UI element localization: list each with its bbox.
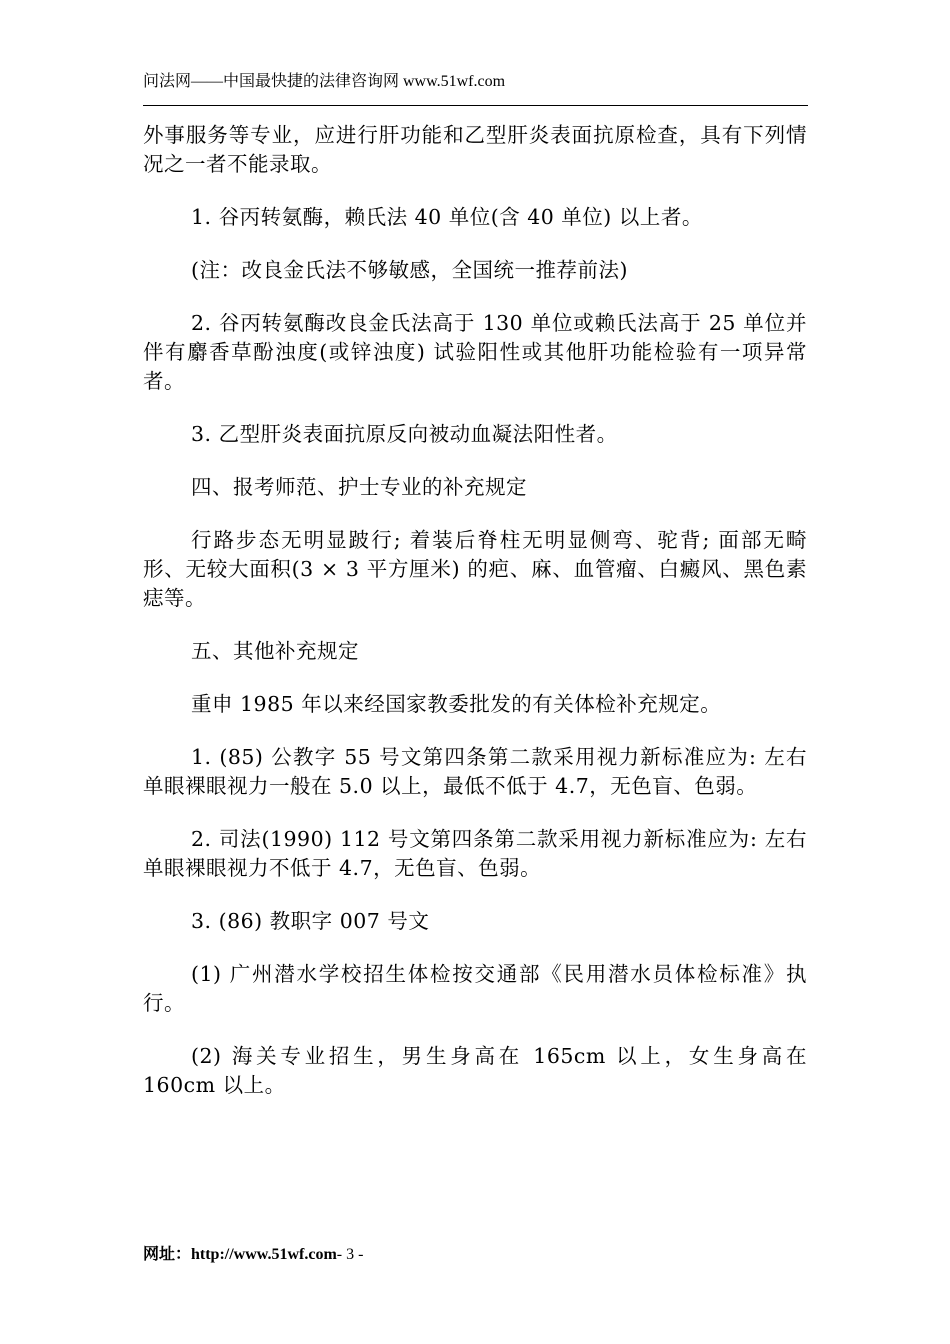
page-header bbox=[143, 70, 807, 94]
paragraph: 外事服务等专业，应进行肝功能和乙型肝炎表面抗原检查，具有下列情况之一者不能录取。 bbox=[143, 123, 807, 176]
section-heading: 四、报考师范、护士专业的补充规定 bbox=[191, 475, 527, 499]
paragraph: 1. (85) 公教字 55 号文第四条第二款采用视力新标准应为: 左右单眼裸眼视力一般在 5.0 以上，最低不低于 4.7，无色盲、色弱。 bbox=[143, 745, 807, 798]
header-divider bbox=[143, 105, 808, 106]
paragraph: 2. 司法(1990) 112 号文第四条第二款采用视力新标准应为: 左右单眼裸眼视力不低于 4.7，无色盲、色弱。 bbox=[143, 827, 807, 880]
footer-url: 网址：http://www.51wf.com bbox=[143, 1246, 337, 1263]
paragraph: (1) 广州潜水学校招生体检按交通部《民用潜水员体检标准》执行。 bbox=[143, 962, 807, 1015]
header-text: 问法网——中国最快捷的法律咨询网 www.51wf.com bbox=[143, 73, 506, 90]
section-heading: 五、其他补充规定 bbox=[191, 639, 359, 663]
paragraph: 重申 1985 年以来经国家教委批发的有关体检补充规定。 bbox=[191, 692, 722, 716]
paragraph: 3. (86) 教职字 007 号文 bbox=[191, 909, 430, 933]
page-footer bbox=[143, 1244, 363, 1266]
paragraph: 1. 谷丙转氨酶，赖氏法 40 单位(含 40 单位) 以上者。 bbox=[191, 205, 703, 229]
page-number: - 3 - bbox=[336, 1246, 364, 1263]
paragraph: 3. 乙型肝炎表面抗原反向被动血凝法阳性者。 bbox=[191, 422, 618, 446]
paragraph: 2. 谷丙转氨酶改良金氏法高于 130 单位或赖氏法高于 25 单位并伴有麝香草酚浊度(或锌浊度) 试验阳性或其他肝功能检验有一项异常者。 bbox=[143, 311, 807, 393]
paragraph: 行路步态无明显跛行; 着装后脊柱无明显侧弯、驼背; 面部无畸形、无较大面积(3 × 3 平方厘米) 的疤、麻、血管瘤、白癜风、黑色素痣等。 bbox=[143, 528, 807, 610]
paragraph: (2) 海关专业招生，男生身高在 165cm 以上，女生身高在 160cm 以上。 bbox=[143, 1044, 807, 1097]
document-body bbox=[143, 121, 807, 1124]
paragraph: (注：改良金氏法不够敏感，全国统一推荐前法) bbox=[191, 258, 628, 282]
